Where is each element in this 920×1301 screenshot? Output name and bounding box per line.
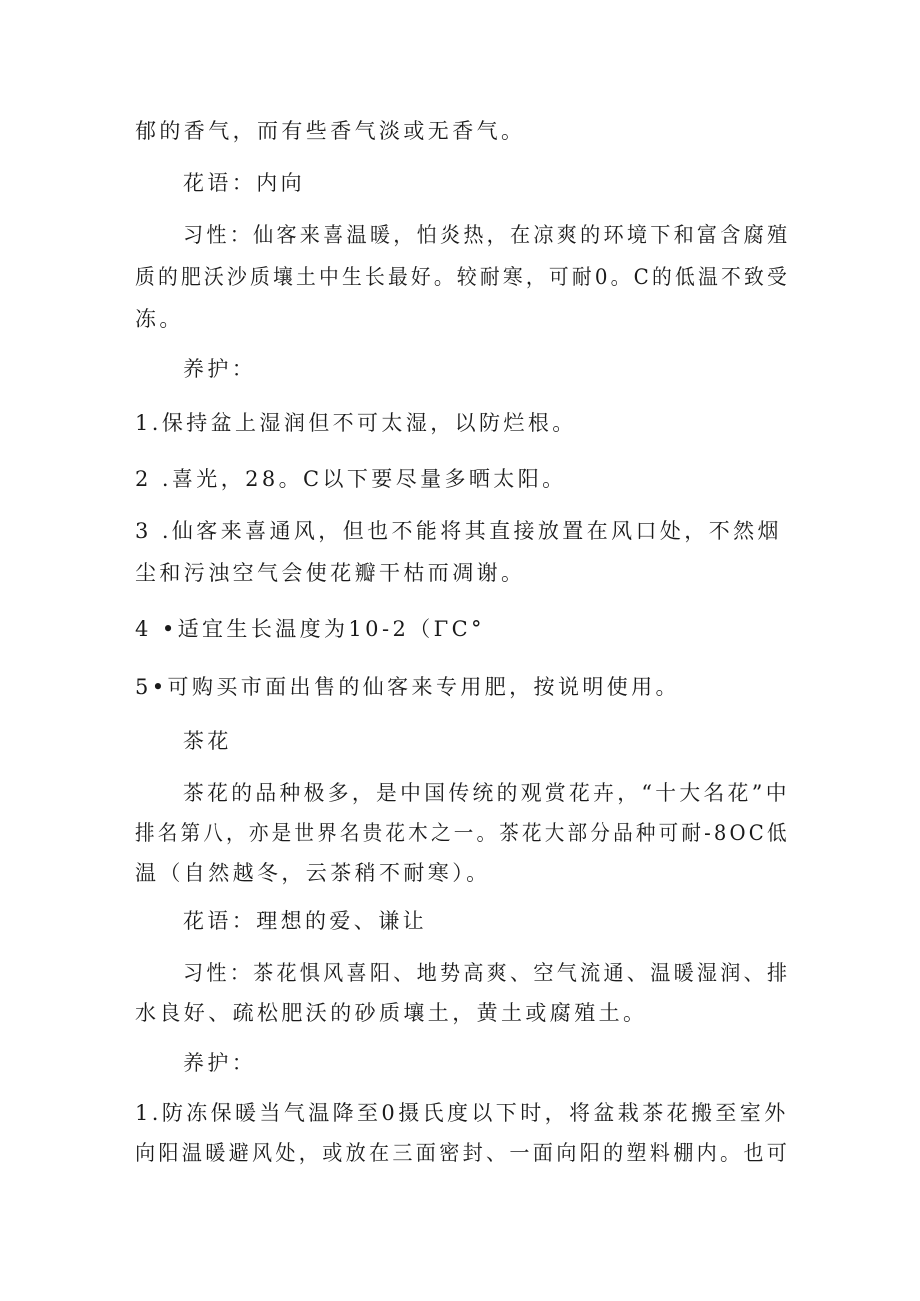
paragraph-line: 向阳温暖避风处，或放在三面密封、一面向阳的塑料棚内。也可: [135, 1141, 791, 1165]
paragraph-line: 1.保持盆上湿润但不可太湿，以防烂根。: [135, 411, 577, 435]
paragraph-line: 养护：: [183, 357, 257, 381]
section-heading: 茶花: [183, 729, 232, 753]
paragraph-line: 茶花的品种极多，是中国传统的观赏花卉，“十大名花”中: [183, 781, 790, 805]
paragraph-line: 尘和污浊空气会使花瓣干枯而凋谢。: [135, 561, 526, 585]
paragraph-line: 2 .喜光，28。C以下要尽量多晒太阳。: [135, 467, 567, 491]
paragraph-line: 排名第八，亦是世界名贵花木之一。茶花大部分品种可耐-8OC低: [135, 821, 790, 845]
paragraph-line: 质的肥沃沙质壤土中生长最好。较耐寒，可耐0。C的低温不致受: [135, 265, 790, 289]
paragraph-line: 1.防冻保暖当气温降至0摄氏度以下时，将盆栽茶花搬至室外: [135, 1101, 789, 1125]
paragraph-line: 习性：仙客来喜温暖，怕炎热，在凉爽的环境下和富含腐殖: [183, 223, 791, 247]
paragraph-line: 习性：茶花惧风喜阳、地势高爽、空气流通、温暖湿润、排: [183, 961, 791, 985]
paragraph-line: 冻。: [135, 307, 184, 331]
paragraph-line: 4 •适宜生长温度为10-2（ΓC°: [135, 617, 485, 641]
paragraph-line: 花语：理想的爱、谦让: [183, 909, 427, 933]
paragraph-line: 花语：内向: [183, 171, 305, 195]
paragraph-line: 3 .仙客来喜通风，但也不能将其直接放置在风口处，不然烟: [135, 519, 782, 543]
paragraph-line: 郁的香气，而有些香气淡或无香气。: [135, 119, 526, 143]
paragraph-line: 5•可购买市面出售的仙客来专用肥，按说明使用。: [135, 675, 680, 699]
paragraph-line: 养护：: [183, 1051, 257, 1075]
paragraph-line: 水良好、疏松肥沃的砂质壤土，黄土或腐殖土。: [135, 1001, 648, 1025]
paragraph-line: 温（自然越冬，云茶稍不耐寒）。: [135, 861, 491, 885]
